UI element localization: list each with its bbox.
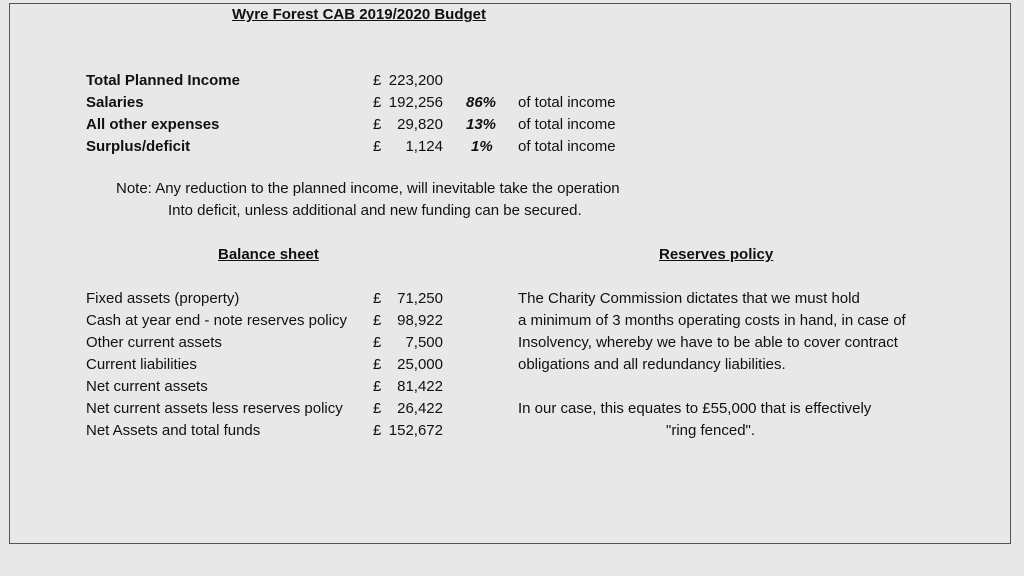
budget-note-surplus: of total income bbox=[518, 138, 616, 155]
budget-currency-expenses: £ bbox=[373, 116, 382, 133]
bs-label-net-less-reserves: Net current assets less reserves policy bbox=[86, 400, 343, 417]
budget-note-expenses: of total income bbox=[518, 116, 616, 133]
bs-currency-cash: £ bbox=[373, 312, 382, 329]
reserves-line-4: obligations and all redundancy liabilities. bbox=[518, 356, 786, 373]
budget-currency-surplus: £ bbox=[373, 138, 382, 155]
bs-currency-liabilities: £ bbox=[373, 356, 382, 373]
bs-amount-fixed-assets: 71,250 bbox=[397, 290, 443, 307]
budget-currency-salaries: £ bbox=[373, 94, 382, 111]
page-title: Wyre Forest CAB 2019/2020 Budget bbox=[232, 6, 486, 23]
note-line-2: Into deficit, unless additional and new funding can be secured. bbox=[168, 202, 582, 219]
bs-currency-net-current: £ bbox=[373, 378, 382, 395]
bs-amount-other-current: 7,500 bbox=[405, 334, 443, 351]
budget-label-salaries: Salaries bbox=[86, 94, 144, 111]
budget-label-expenses: All other expenses bbox=[86, 116, 220, 133]
budget-label-income: Total Planned Income bbox=[86, 72, 240, 89]
bs-label-cash: Cash at year end - note reserves policy bbox=[86, 312, 347, 329]
budget-amount-salaries: 192,256 bbox=[388, 94, 443, 111]
budget-pct-surplus: 1% bbox=[471, 138, 493, 155]
reserves-line-3: Insolvency, whereby we have to be able to cover contract bbox=[518, 334, 898, 351]
note-line-1: Note: Any reduction to the planned income, will inevitable take the operation bbox=[116, 180, 620, 197]
bs-amount-net-less-reserves: 26,422 bbox=[397, 400, 443, 417]
reserves-line-1: The Charity Commission dictates that we must hold bbox=[518, 290, 860, 307]
bs-label-net-assets: Net Assets and total funds bbox=[86, 422, 261, 439]
bs-amount-cash: 98,922 bbox=[397, 312, 443, 329]
reserves-policy-heading: Reserves policy bbox=[659, 246, 774, 263]
budget-amount-expenses: 29,820 bbox=[397, 116, 443, 133]
bs-amount-net-assets: 152,672 bbox=[388, 422, 443, 439]
budget-pct-salaries: 86% bbox=[466, 94, 497, 111]
budget-currency-income: £ bbox=[373, 72, 382, 89]
budget-amount-income: 223,200 bbox=[388, 72, 443, 89]
bs-label-net-current: Net current assets bbox=[86, 378, 208, 395]
bs-amount-net-current: 81,422 bbox=[397, 378, 443, 395]
reserves-line-5: In our case, this equates to £55,000 that is effectively bbox=[518, 400, 872, 417]
bs-currency-net-less-reserves: £ bbox=[373, 400, 382, 417]
budget-pct-expenses: 13% bbox=[466, 116, 497, 133]
bs-currency-fixed-assets: £ bbox=[373, 290, 382, 307]
bs-currency-other-current: £ bbox=[373, 334, 382, 351]
balance-sheet-heading: Balance sheet bbox=[218, 246, 319, 263]
budget-note-salaries: of total income bbox=[518, 94, 616, 111]
bs-label-other-current: Other current assets bbox=[86, 334, 222, 351]
budget-label-surplus: Surplus/deficit bbox=[86, 138, 191, 155]
bs-amount-liabilities: 25,000 bbox=[397, 356, 443, 373]
bs-currency-net-assets: £ bbox=[373, 422, 382, 439]
budget-amount-surplus: 1,124 bbox=[405, 138, 443, 155]
reserves-line-6: "ring fenced". bbox=[666, 422, 756, 439]
bs-label-liabilities: Current liabilities bbox=[86, 356, 197, 373]
reserves-line-2: a minimum of 3 months operating costs in hand, in case of bbox=[518, 312, 906, 329]
bs-label-fixed-assets: Fixed assets (property) bbox=[86, 290, 240, 307]
